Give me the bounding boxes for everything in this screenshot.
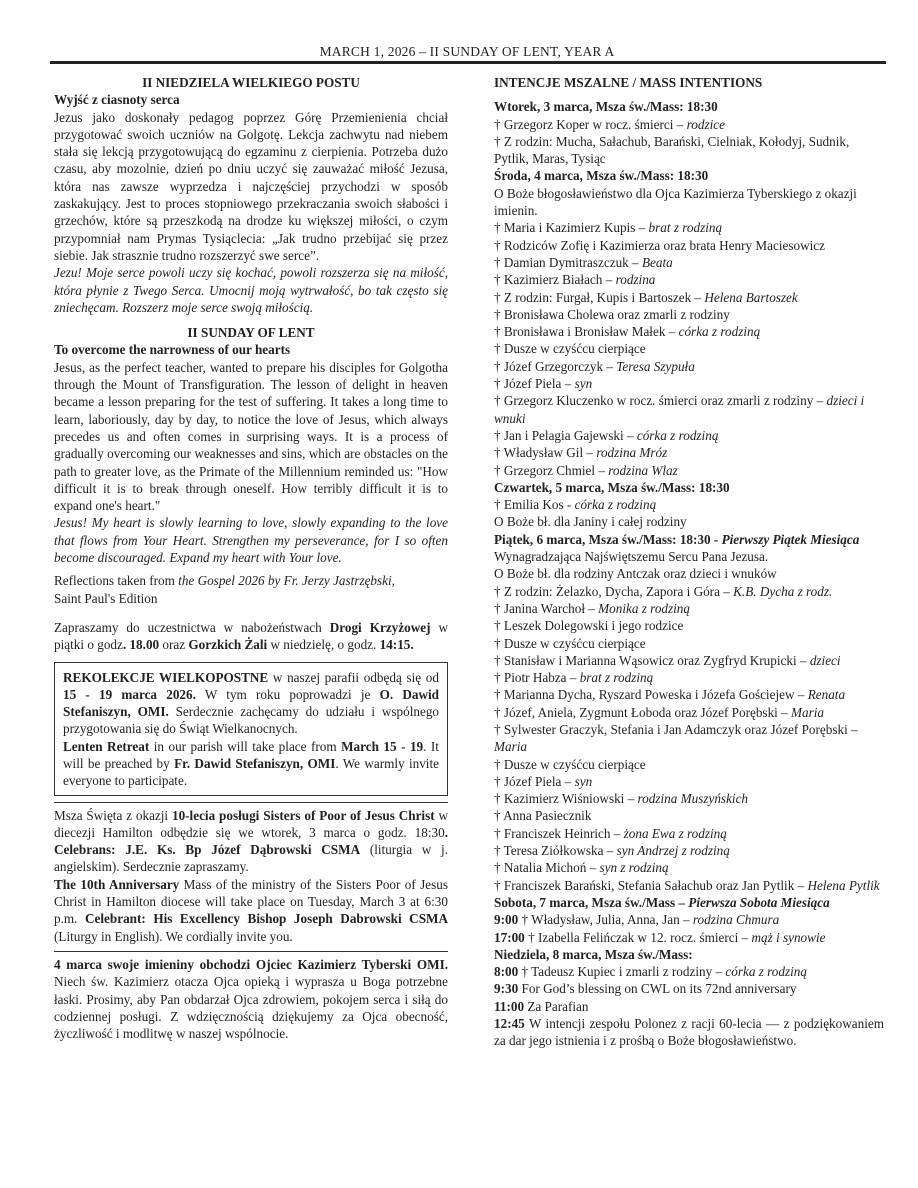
intention-item: † Natalia Michoń – syn z rodziną — [494, 860, 669, 876]
intention-item: † Damian Dymitraszczuk – Beata — [494, 254, 673, 270]
intention-item: † Grzegorz Kluczenko w rocz. śmierci oraz zmarli z rodziny – dzieci i wnuki — [494, 393, 865, 426]
intention-item: † Kazimierz Wiśniowski – rodzina Muszyńskich — [494, 791, 749, 807]
intention-item: † Bronisława Cholewa oraz zmarli z rodziny — [494, 306, 730, 322]
intention-item: † Z rodzin: Żelazko, Dycha, Zapora i Góra – K.B. Dycha z rodz. — [494, 583, 833, 599]
day-heading-thursday: Czwartek, 5 marca, Msza św./Mass: 18:30 — [494, 479, 730, 495]
day-heading-sunday: Niedziela, 8 marca, Msza św./Mass: — [494, 946, 693, 962]
intention-item: 9:00 † Władysław, Julia, Anna, Jan – rodzina Chmura — [494, 912, 780, 928]
left-column — [54, 74, 448, 1042]
intention-item: † Władysław Gil – rodzina Mróz — [494, 445, 668, 461]
nameday-notice: 4 marca swoje imieniny obchodzi Ojciec Kazimierz Tyberski OMI. Niech św. Kazimierz otacza Ojca opieką i wyprasza u Boga potrzebne łaski. Prosimy, aby Pan obdarzał Ojca zdrowiem, pokojem serca i siłą do codziennej posługi. Z wdzięcznością dziękujemy za Ojca obecność, życzliwość i modlitwę w naszej wspólnocie. — [54, 956, 448, 1042]
intention-item: † Z rodzin: Furgał, Kupis i Bartoszek – Helena Bartoszek — [494, 289, 798, 305]
intention-item: † Kazimierz Białach – rodzina — [494, 272, 656, 288]
bulletin-header: MARCH 1, 2026 – II SUNDAY OF LENT, YEAR A — [319, 44, 615, 59]
intention-item: † Z rodzin: Mucha, Sałachub, Barański, Cielniak, Kołodyj, Sudnik, Pytlik, Maras, Tysiąc — [494, 133, 850, 167]
intention-item: † Janina Warchoł – Monika z rodziną — [494, 600, 690, 616]
day-heading-saturday: Sobota, 7 marca, Msza św./Mass – Pierwsza Sobota Miesiąca — [494, 894, 830, 910]
intention-item: O Boże bł. dla Janiny i całej rodziny — [494, 514, 687, 530]
pl-section-subtitle: Wyjść z ciasnoty serca — [54, 92, 180, 108]
pl-reflection-prayer: Jezu! Moje serce powoli uczy się kochać, powoli rozszerza się na miłość, która płynie z Twego Serca. Umocnij moją wytrwałość, bo tak często się zniechęcam. Rozszerz moje serce swoją miłością. — [54, 265, 448, 315]
intention-item: O Boże błogosławieństwo dla Ojca Kazimierza Tyberskiego z okazji imienin. — [494, 185, 857, 219]
intention-item: † Leszek Dolegowski i jego rodzice — [494, 618, 684, 634]
intention-item: † Franciszek Barański, Stefania Sałachub oraz Jan Pytlik – Helena Pytlik — [494, 877, 880, 893]
intention-item: † Józef Grzegorczyk – Teresa Szypuła — [494, 358, 695, 374]
intention-item: † Maria i Kazimierz Kupis – brat z rodziną — [494, 220, 723, 236]
mass-intentions-column — [494, 74, 884, 1050]
intention-item: † Jan i Pelagia Gajewski – córka z rodziną — [494, 427, 719, 443]
mass-intentions-title: INTENCJE MSZALNE / MASS INTENTIONS — [494, 75, 763, 90]
intention-item: † Dusze w czyśćcu cierpiące — [494, 635, 646, 651]
intention-item: † Grzegorz Koper w rocz. śmierci – rodzice — [494, 116, 725, 132]
en-reflection-prayer: Jesus! My heart is slowly learning to love, slowly expanding to the love that flows from Your Heart. Strengthen my perseverance, for I so often become discouraged. Expand my heart with Your love. — [54, 515, 448, 566]
intention-item: † Józef Piela – syn — [494, 376, 593, 392]
day-heading-wednesday: Środa, 4 marca, Msza św./Mass: 18:30 — [494, 168, 709, 184]
divider — [54, 802, 448, 803]
reflections-source: Reflections taken from the Gospel 2026 by Fr. Jerzy Jastrzębski, Saint Paul's Edition — [54, 573, 395, 606]
pl-section-title: II NIEDZIELA WIELKIEGO POSTU — [142, 75, 360, 90]
intention-item: † Teresa Ziółkowska – syn Andrzej z rodziną — [494, 843, 730, 859]
intention-item: 12:45 W intencji zespołu Polonez z racji 60-lecia — z podziękowaniem za dar jego istnienia i z prośbą o Boże błogosławieństwo. — [494, 1016, 884, 1049]
intention-item: 9:30 For God’s blessing on CWL on its 72nd anniversary — [494, 981, 797, 997]
pl-reflection-body: Jezus jako doskonały pedagog poprzez Górę Przemienienia chciał przygotować swoich uczniów na Golgotę. Lekcja zachwytu nad niebem stała się lekcją przygotowującą do egzaminu z cierpienia. Potrzeba dużo czasu, aby mozolnie, dzień po dniu uczyć się zauważać miłość Jezusa, która nas zawsze wyprzedza i najczęściej przychodzi w sposób zaskakujący. Jest to proces stopniowego przekraczania swoich słabości i grzechów, które są przeszkodą na drodze ku większej miłości, o czym przypomniał nam Prymas Tysiąclecia: „Jak trudno przebijać się przez siebie. Jak strasznie trudno rozszerzyć swe serce”. — [54, 109, 448, 263]
intention-item: † Piotr Habza – brat z rodziną — [494, 670, 654, 686]
intention-item: 8:00 † Tadeusz Kupiec i zmarli z rodziny – córka z rodziną — [494, 964, 807, 980]
intention-item: O Boże bł. dla rodziny Antczak oraz dzieci i wnuków — [494, 566, 777, 582]
day-heading-tuesday: Wtorek, 3 marca, Msza św./Mass: 18:30 — [494, 99, 718, 115]
intention-item: † Dusze w czyśćcu cierpiące — [494, 756, 646, 772]
lenten-retreat-box: REKOLEKCJE WIELKOPOSTNE w naszej parafii odbędą się od 15 - 19 marca 2026. W tym roku poprowadzi je O. Dawid Stefaniszyn, OMI. Serdecznie zachęcamy do udziału i wspólnego przygotowania się do Świąt Wielkanocnych. Lenten Retreat in our parish will take place from March 15 - 19. It will be preached by Fr. Dawid Stefaniszyn, OMI. We warmly invite everyone to participate. — [54, 662, 448, 796]
intention-item: † Sylwester Graczyk, Stefania i Jan Adamczyk oraz Józef Porębski – Maria — [494, 721, 858, 755]
intention-item: † Rodziców Zofię i Kazimierza oraz brata Henry Maciesowicz — [494, 237, 826, 253]
intention-item: † Bronisława i Bronisław Małek – córka z rodziną — [494, 324, 761, 340]
intention-item: † Józef, Aniela, Zygmunt Łoboda oraz Józef Porębski – Maria — [494, 704, 824, 720]
intention-item: Wynagradzająca Najświętszemu Sercu Pana Jezusa. — [494, 549, 769, 565]
intention-item: † Stanisław i Marianna Wąsowicz oraz Zygfryd Krupicki – dzieci — [494, 652, 841, 668]
intention-item: † Józef Piela – syn — [494, 773, 593, 789]
intention-item: † Dusze w czyśćcu cierpiące — [494, 341, 646, 357]
header-rule — [50, 61, 886, 64]
intention-item: 17:00 † Izabella Felińczak w 12. rocz. śmierci – mąż i synowie — [494, 929, 826, 945]
stations-of-cross-notice: Zapraszamy do uczestnictwa w nabożeństwach Drogi Krzyżowej w piątki o godz. 18.00 oraz Gorzkich Żali w niedzielę, o godz. 14:15. — [54, 619, 448, 653]
divider — [54, 951, 448, 952]
en-section-subtitle: To overcome the narrowness of our hearts — [54, 342, 291, 358]
day-heading-friday: Piątek, 6 marca, Msza św./Mass: 18:30 - Pierwszy Piątek Miesiąca — [494, 531, 860, 547]
intention-item: 11:00 Za Parafian — [494, 998, 589, 1014]
intention-item: † Anna Pasiecznik — [494, 808, 592, 824]
en-reflection-body: Jesus, as the perfect teacher, wanted to prepare his disciples for Golgotha through the Mount of Transfiguration. The lesson of delight in heaven became a lesson preparing for the test of suffering. It takes a long time to learn, laboriously, day by day, to notice the love of Jesus, which always precedes us and often comes in surprising ways. It is a process of gradually overcoming our weaknesses and sins, which are obstacles on the path to greater love, as the Primate of the Millennium reminded us: "How difficult it is to break through oneself. How terribly difficult it is to expand one's heart." — [54, 359, 448, 514]
anniversary-mass-notice: Msza Święta z okazji 10-lecia posługi Sisters of Poor of Jesus Christ w diecezji Hamilton odbędzie się we wtorek, 3 marca o godz. 18:30. Celebrans: J.E. Ks. Bp Józef Dąbrowski CSMA (liturgia w j. angielskim). Serdecznie zapraszamy. The 10th Anniversary Mass of the ministry of the Sisters Poor of Jesus Christ in Hamilton diocese will take place on Tuesday, March 3 at 6:30 p.m. Celebrant: His Excellency Bishop Joseph Dabrowski CSMA (Liturgy in English). We cordially invite you. — [54, 807, 449, 944]
intention-item: † Grzegorz Chmiel – rodzina Wlaz — [494, 462, 678, 478]
intention-item: † Marianna Dycha, Ryszard Poweska i Józefa Gościejew – Renata — [494, 687, 846, 703]
intention-item: † Franciszek Heinrich – żona Ewa z rodziną — [494, 825, 727, 841]
intention-item: † Emilia Kos - córka z rodziną — [494, 497, 657, 513]
en-section-title: II SUNDAY OF LENT — [187, 325, 315, 341]
